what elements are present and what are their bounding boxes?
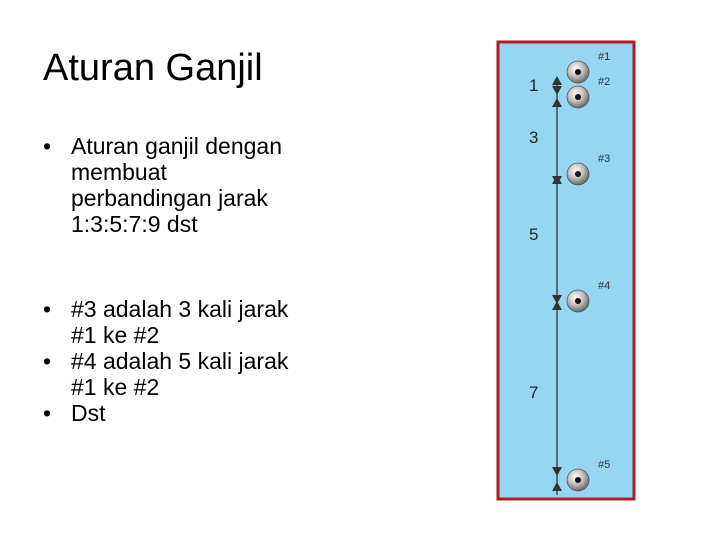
bullet-text-line: #4 adalah 5 kali jarak [71, 348, 289, 374]
bullet-dot: • [43, 133, 52, 159]
ball-label: #3 [598, 153, 611, 165]
ball-2 [567, 86, 589, 108]
bullet-item [43, 348, 363, 400]
ball-label: #5 [598, 459, 611, 471]
ball-1 [567, 61, 589, 83]
bullet-item [43, 400, 363, 426]
ball-4 [567, 290, 589, 312]
ball-label: #1 [598, 51, 611, 63]
bullet-text-line: Aturan ganjil dengan [71, 133, 282, 159]
distance-label: 3 [529, 128, 539, 147]
bullet-text-line: #1 ke #2 [71, 374, 160, 400]
ball-3 [567, 163, 589, 185]
bullet-item [43, 133, 363, 237]
distance-label: 1 [529, 76, 539, 95]
slide-title: Aturan Ganjil [43, 47, 263, 89]
bullet-text-line: #3 adalah 3 kali jarak [71, 296, 289, 322]
bullet-text-line: perbandingan jarak [71, 185, 268, 211]
diagram-background [498, 42, 634, 499]
distance-label: 5 [529, 225, 539, 244]
ball-label: #4 [598, 280, 611, 292]
bullet-list-examples [43, 296, 363, 426]
bullet-text-line: Dst [71, 400, 106, 426]
bullet-dot: • [43, 296, 52, 322]
bullet-dot: • [43, 400, 52, 426]
bullet-list-rule [43, 133, 363, 237]
distance-label: 7 [529, 383, 539, 402]
bullet-text-line: membuat [71, 159, 167, 185]
ball-label: #2 [598, 76, 611, 88]
bullet-item [43, 296, 363, 348]
bullet-text-line: #1 ke #2 [71, 322, 160, 348]
falling-balls-diagram [496, 40, 636, 501]
ball-5 [567, 469, 589, 491]
bullet-dot: • [43, 348, 52, 374]
bullet-text-line: 1:3:5:7:9 dst [71, 211, 198, 237]
